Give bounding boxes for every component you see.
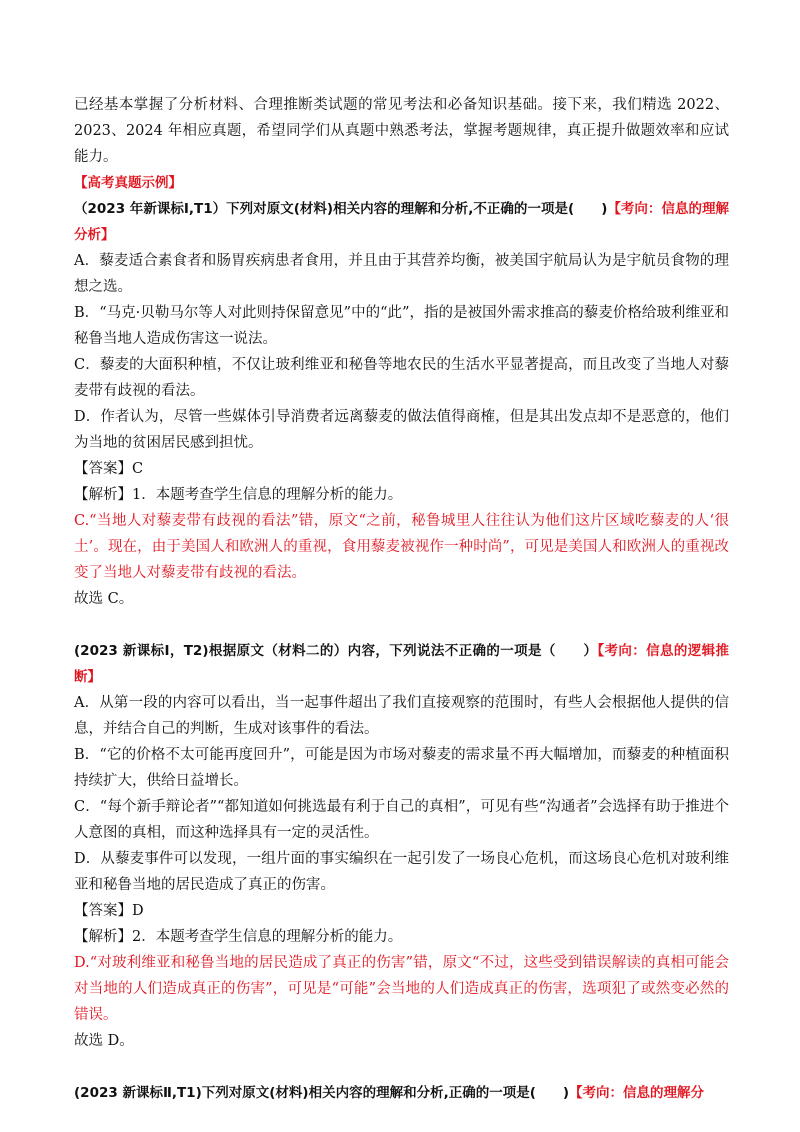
q1-option-d: D．作者认为，尽管一些媒体引导消费者远离藜麦的做法值得商榷，但是其出发点却不是恶意的，他们为当地的贫困居民感到担忧。	[74, 409, 729, 451]
q2-stem-text: (2023 新课标Ⅰ，T2)根据原文（材料二的）内容，下列说法不正确的一项是（ ）	[74, 643, 598, 659]
intro-paragraph: 已经基本掌握了分析材料、合理推断类试题的常见考法和必备知识基础。接下来，我们精选 2022、2023、2024 年相应真题，希望同学们从真题中熟悉考法，掌握考题规律，真正提升做题效率和应试能力。	[74, 97, 729, 165]
q1-conclusion: 故选 C。	[74, 591, 134, 607]
section-title: 【高考真题示例】	[74, 175, 182, 191]
question-2-stem	[74, 638, 729, 690]
q1-analysis-head: 【解析】1．本题考查学生信息的理解分析的能力。	[74, 487, 403, 503]
q2-answer: 【答案】D	[74, 903, 144, 919]
q2-option-d: D．从藜麦事件可以发现，一组片面的事实编织在一起引发了一场良心危机，而这场良心危机对玻利维亚和秘鲁当地的居民造成了真正的伤害。	[74, 851, 729, 893]
q1-tag: 【考向：信息的理解分析】	[74, 201, 729, 243]
q3-stem-text: (2023 新课标Ⅱ,T1)下列对原文(材料)相关内容的理解和分析,正确的一项是( )	[74, 1085, 570, 1101]
q2-analysis-head: 【解析】2．本题考查学生信息的理解分析的能力。	[74, 929, 403, 945]
q1-option-c: C．藜麦的大面积种植，不仅让玻利维亚和秘鲁等地农民的生活水平显著提高，而且改变了当地人对藜麦带有歧视的看法。	[74, 357, 729, 399]
question-1-stem	[74, 196, 729, 248]
q1-option-b: B．“马克·贝勒马尔等人对此则持保留意见”中的“此”，指的是被国外需求推高的藜麦价格给玻利维亚和秘鲁当地人造成伤害这一说法。	[74, 305, 729, 347]
question-3-stem	[74, 1080, 729, 1106]
q1-stem-text: （2023 年新课标Ⅰ,T1）下列对原文(材料)相关内容的理解和分析,不正确的一项是( )	[74, 201, 608, 217]
q2-option-b: B．“它的价格不太可能再度回升”，可能是因为市场对藜麦的需求量不再大幅增加，而藜麦的种植面积持续扩大，供给日益增长。	[74, 747, 729, 789]
q2-tag: 【考向：信息的逻辑推断】	[74, 643, 729, 685]
q1-answer: 【答案】C	[74, 461, 144, 477]
spacer	[74, 1054, 729, 1080]
q1-analysis-body: C.“当地人对藜麦带有歧视的看法”错，原文“之前，秘鲁城里人往往认为他们这片区域吃藜麦的人‘很土’。现在，由于美国人和欧洲人的重视，食用藜麦被视作一种时尚”，可见是美国人和欧洲人的重视改变了当地人对藜麦带有歧视的看法。	[74, 513, 729, 581]
q2-conclusion: 故选 D。	[74, 1033, 134, 1049]
spacer	[74, 612, 729, 638]
q2-analysis-body: D.“对玻利维亚和秘鲁当地的居民造成了真正的伤害”错，原文“不过，这些受到错误解读的真相可能会对当地的人们造成真正的伤害”，可见是“可能”会当地的人们造成真正的伤害，选项犯了或然变必然的错误。	[74, 955, 729, 1023]
document-page	[74, 92, 729, 1106]
q1-option-a: A．藜麦适合素食者和肠胃疾病患者食用，并且由于其营养均衡，被美国宇航局认为是宇航员食物的理想之选。	[74, 253, 729, 295]
q3-tag: 【考向：信息的理解分	[569, 1085, 705, 1101]
q2-option-c: C．“每个新手辩论者”“都知道如何挑选最有利于自己的真相”，可见有些“沟通者”会选择有助于推进个人意图的真相，而这种选择具有一定的灵活性。	[74, 799, 729, 841]
q2-option-a: A．从第一段的内容可以看出，当一起事件超出了我们直接观察的范围时，有些人会根据他人提供的信息，并结合自己的判断，生成对该事件的看法。	[74, 695, 729, 737]
